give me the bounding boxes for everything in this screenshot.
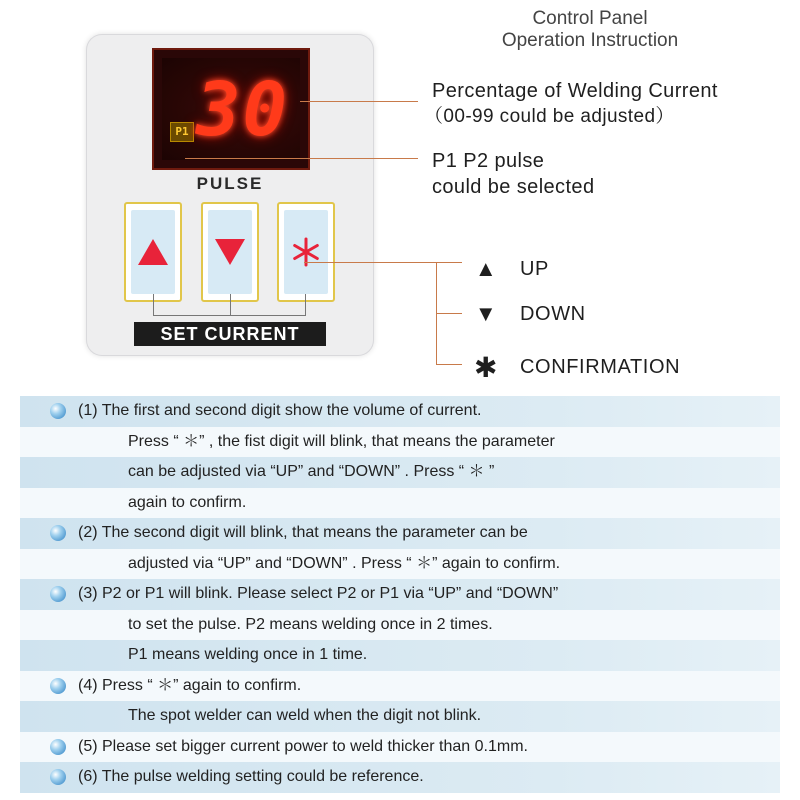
up-triangle-icon — [136, 237, 170, 267]
current-digits: 30 — [196, 67, 290, 153]
instruction-row — [20, 396, 780, 427]
legend-confirm-label: CONFIRMATION — [520, 356, 681, 378]
callout-line-current — [300, 101, 418, 102]
led-display — [152, 48, 310, 170]
pulse-callout-title: P1 P2 pulse — [432, 150, 545, 172]
pulse-label: PULSE — [196, 174, 264, 193]
instruction-text: Press “ ＊” , the fist digit will blink, that means the parameter — [128, 432, 555, 450]
current-callout-range: （00-99 could be adjusted） — [424, 106, 675, 127]
instruction-row — [20, 732, 780, 763]
instruction-row — [20, 671, 780, 702]
instruction-text: (2) The second digit will blink, that means the parameter can be — [78, 524, 528, 541]
instruction-text: P1 means welding once in 1 time. — [128, 646, 368, 663]
instruction-row — [20, 762, 780, 793]
instruction-text: adjusted via “UP” and “DOWN” . Press “ ＊” again to confirm. — [128, 554, 561, 572]
legend-down — [468, 301, 586, 327]
header-title-line1: Control Panel — [532, 8, 648, 29]
instruction-row — [20, 549, 780, 580]
instruction-row — [20, 427, 780, 458]
pulse-callout-subtitle: could be selected — [432, 176, 595, 198]
bullet-icon — [50, 586, 66, 602]
legend-tick-down — [436, 313, 462, 314]
set-current-label: SET CURRENT — [134, 322, 326, 346]
instruction-text: (4) Press “ ＊” again to confirm. — [78, 676, 302, 694]
down-button[interactable] — [201, 202, 259, 302]
instruction-list — [20, 396, 780, 800]
down-triangle-icon — [213, 237, 247, 267]
instruction-row — [20, 579, 780, 610]
instruction-row — [20, 640, 780, 671]
legend-confirm — [468, 351, 680, 384]
bullet-icon — [50, 739, 66, 755]
instruction-text: (3) P2 or P1 will blink. Please select P2 or P1 via “UP” and “DOWN” — [78, 585, 559, 602]
instruction-row — [20, 610, 780, 641]
instruction-text: (5) Please set bigger current power to weld thicker than 0.1mm. — [78, 737, 528, 755]
up-button[interactable] — [124, 202, 182, 302]
pulse-indicator: P1 — [170, 122, 194, 142]
instruction-row — [20, 457, 780, 488]
set-current-bracket-mid — [230, 294, 231, 316]
instruction-text: (1) The first and second digit show the volume of current. — [78, 402, 482, 419]
callout-line-pulse — [185, 158, 418, 159]
legend-down-label: DOWN — [520, 302, 586, 325]
instruction-text: to set the pulse. P2 means welding once in 2 times. — [128, 615, 493, 633]
legend-line-h — [304, 262, 436, 263]
instruction-text: can be adjusted via “UP” and “DOWN” . Press “ ＊ ” — [128, 463, 495, 480]
asterisk-icon: ✱ — [473, 352, 499, 383]
legend-up-label: UP — [520, 257, 549, 280]
bullet-icon — [50, 525, 66, 541]
instruction-row — [20, 701, 780, 732]
bullet-icon — [50, 403, 66, 419]
instruction-text: (6) The pulse welding setting could be reference. — [78, 768, 424, 785]
bullet-icon — [50, 678, 66, 694]
instruction-row — [20, 518, 780, 549]
confirm-button[interactable] — [277, 202, 335, 302]
asterisk-icon — [290, 236, 322, 268]
current-callout-title: Percentage of Welding Current — [432, 80, 718, 102]
instruction-text: The spot welder can weld when the digit not blink. — [128, 707, 482, 724]
bullet-icon — [50, 769, 66, 785]
legend-tick-up — [436, 262, 462, 263]
control-panel — [86, 34, 374, 356]
header-title-line2: Operation Instruction — [501, 30, 679, 51]
legend-up — [468, 256, 549, 282]
instruction-row — [20, 488, 780, 519]
down-triangle-icon: ▼ — [474, 301, 498, 326]
instruction-text: again to confirm. — [128, 493, 247, 511]
up-triangle-icon: ▲ — [474, 256, 498, 281]
legend-tick-confirm — [436, 364, 462, 365]
